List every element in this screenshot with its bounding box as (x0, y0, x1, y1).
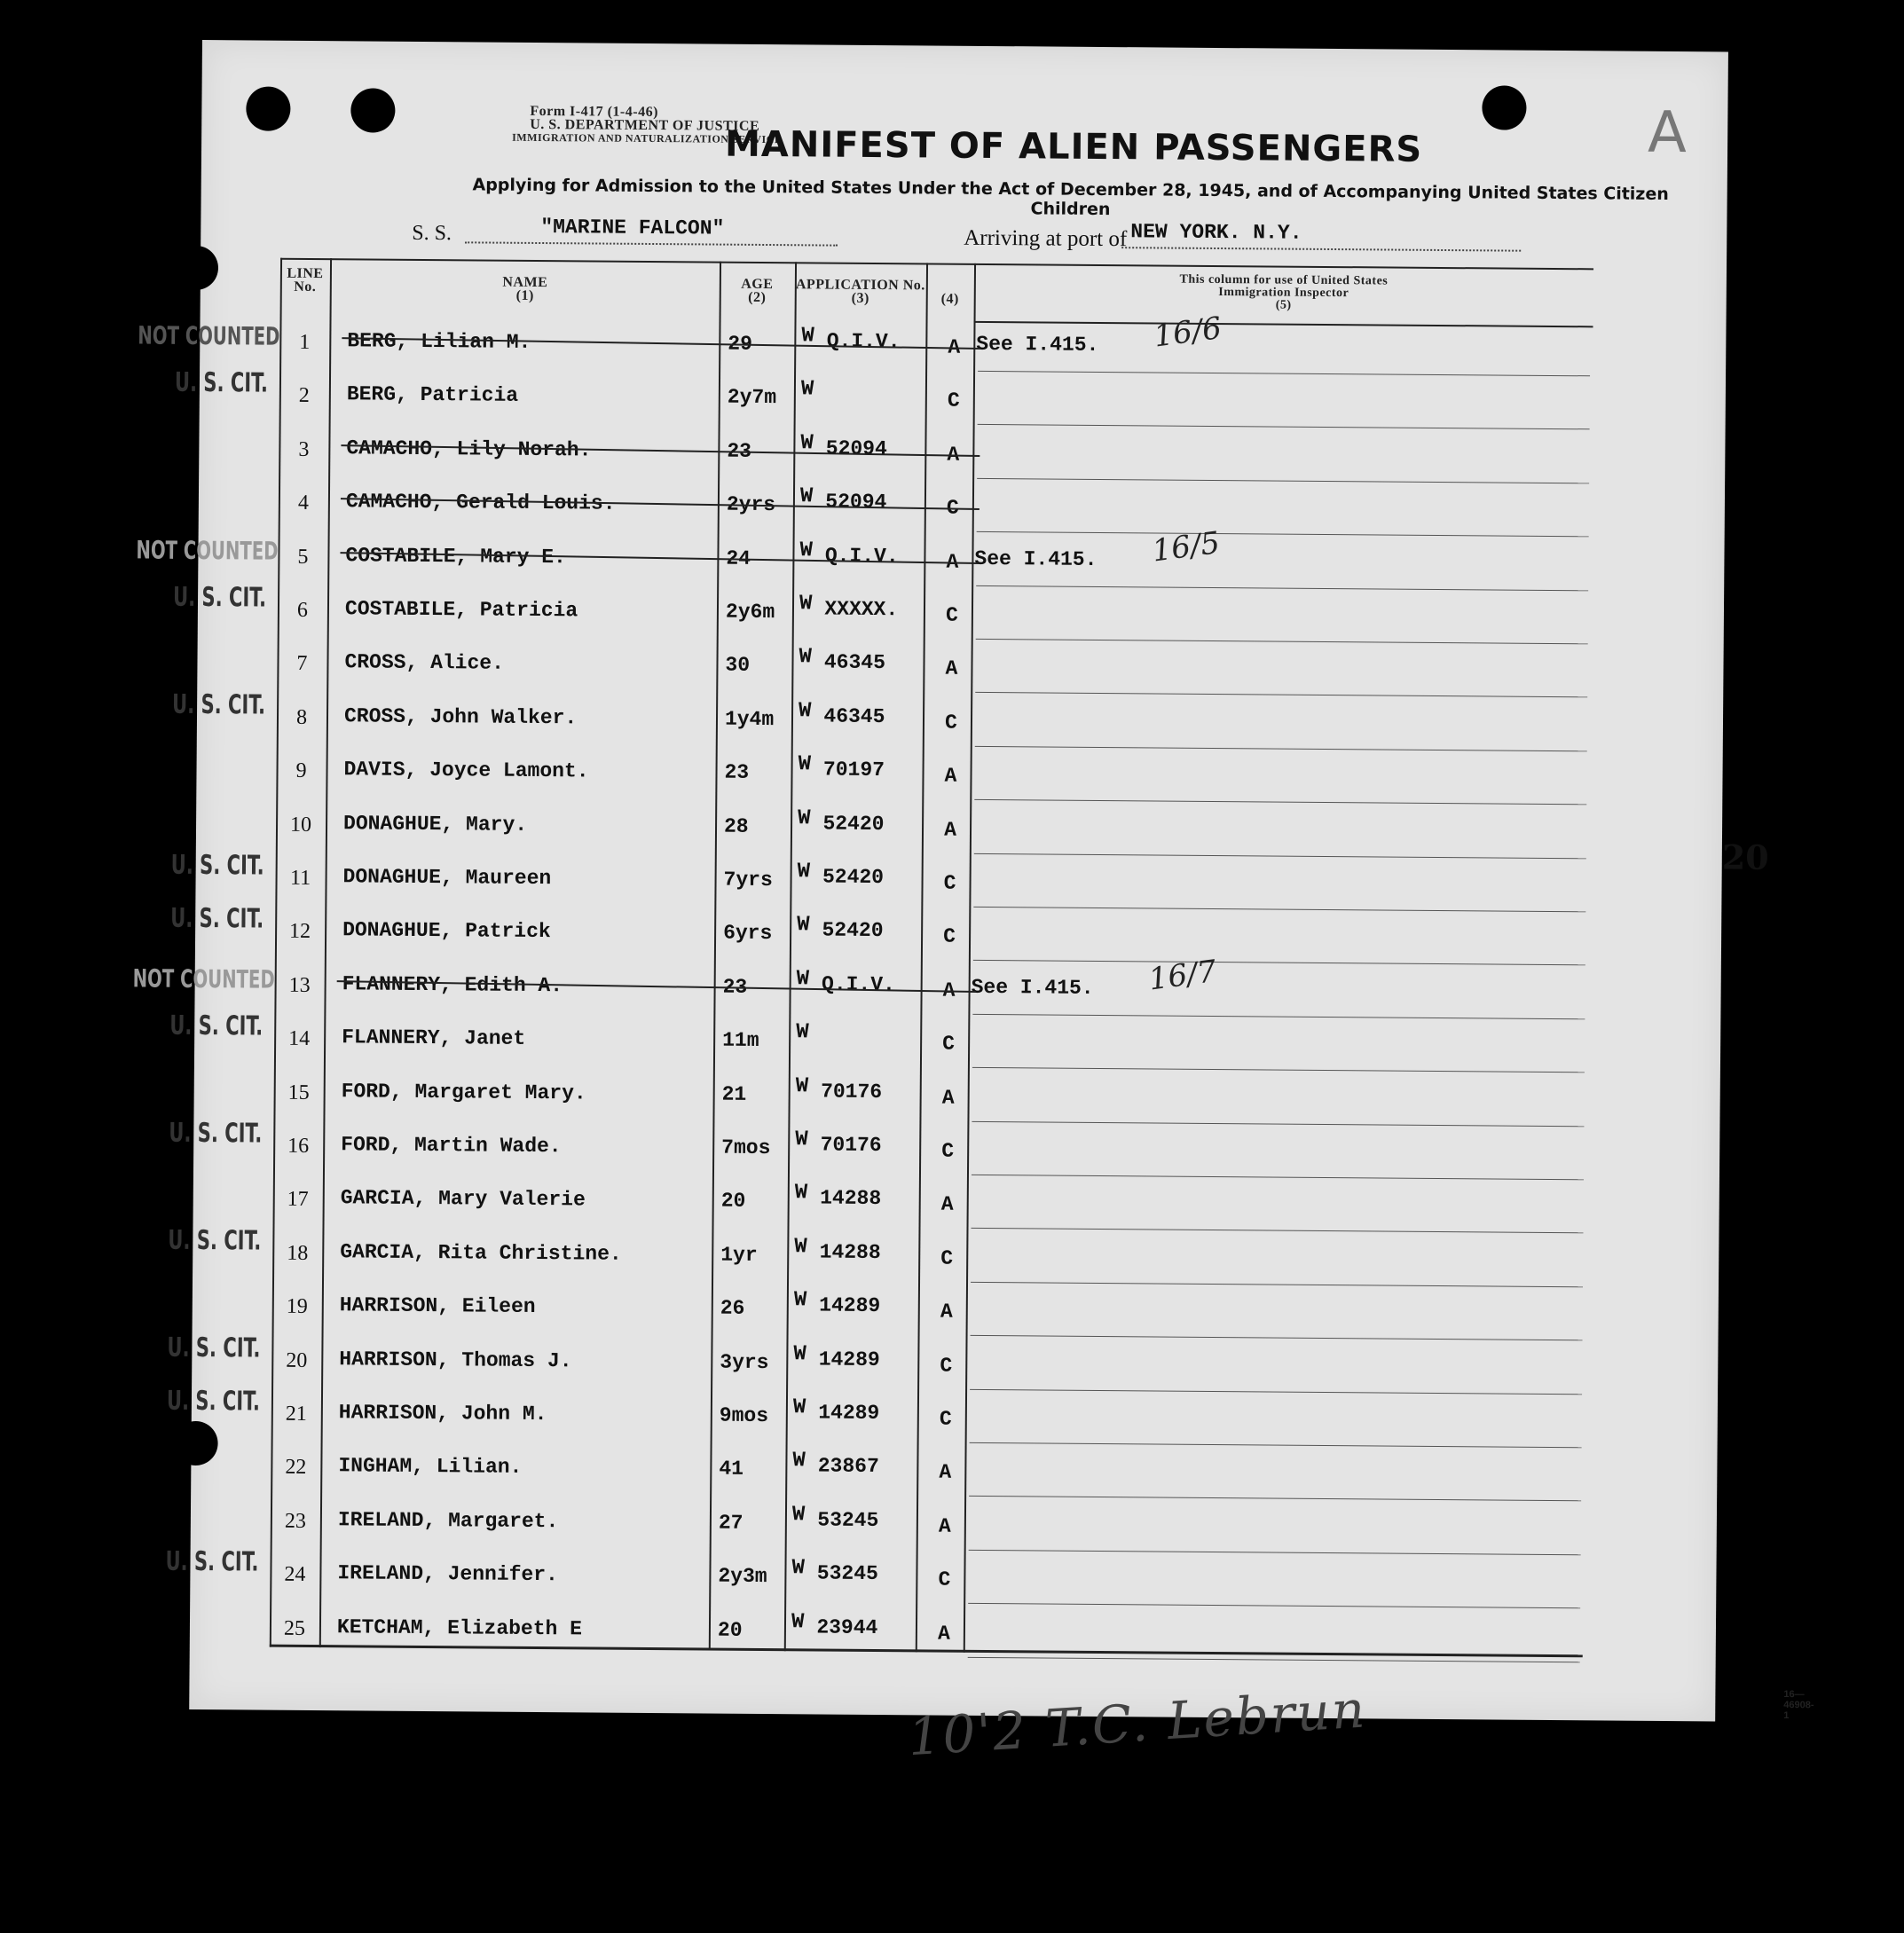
application-value: 52420 (822, 812, 885, 836)
passenger-name: IRELAND, Jennifer. (337, 1561, 558, 1587)
class-code: A (947, 443, 960, 467)
inspector-rule (972, 1228, 1584, 1233)
passenger-age: 1y4m (724, 707, 775, 731)
application-number (791, 1609, 878, 1640)
application-number (797, 913, 884, 944)
application-prefix: W (799, 592, 813, 617)
passenger-name: CROSS, John Walker. (343, 704, 578, 730)
application-prefix: W (791, 1609, 805, 1634)
passenger-age: 23 (722, 975, 748, 999)
application-value: 46345 (823, 650, 886, 675)
class-code: C (946, 496, 959, 520)
page-title: MANIFEST OF ALIEN PASSENGERS (724, 123, 1423, 170)
application-value: 53245 (817, 1508, 879, 1532)
passenger-name: BERG, Lilian M. (347, 329, 531, 354)
inspector-rule (978, 371, 1590, 376)
table-row (270, 1604, 1583, 1668)
application-number (794, 1235, 881, 1265)
table-row (138, 310, 1593, 382)
table-row (166, 1385, 1585, 1454)
application-prefix: W (795, 1128, 808, 1152)
application-value: 46345 (823, 704, 885, 728)
line-number: 20 (286, 1348, 308, 1372)
passenger-name: HARRISON, Eileen (339, 1293, 536, 1319)
application-value: 23944 (816, 1615, 878, 1639)
us-citizen-stamp: U. S. CIT. (171, 688, 266, 721)
passenger-age: 3yrs (720, 1350, 769, 1374)
passenger-name: GARCIA, Rita Christine. (340, 1240, 622, 1266)
table-row (132, 953, 1587, 1025)
inspector-rule (976, 585, 1588, 590)
passenger-name: COSTABILE, Patricia (344, 597, 578, 623)
class-code: C (940, 1246, 954, 1270)
not-counted-stamp: NOT COUNTED (132, 963, 275, 994)
application-prefix: W (800, 431, 814, 456)
table-row (171, 688, 1590, 757)
line-number: 21 (285, 1402, 307, 1426)
application-prefix: W (795, 1073, 809, 1098)
line-number: 2 (298, 384, 310, 408)
table-row (279, 479, 1592, 543)
table-row (272, 1175, 1585, 1239)
application-prefix: W (791, 1503, 806, 1528)
not-counted-stamp: NOT COUNTED (138, 320, 280, 351)
class-code: A (946, 550, 959, 574)
inspector-fraction: 16/5 (1150, 524, 1223, 570)
application-prefix: W (801, 324, 814, 349)
application-value: XXXXX. (824, 597, 899, 622)
class-code: A (937, 1622, 950, 1646)
passenger-name: DAVIS, Joyce Lamont. (343, 758, 589, 783)
passenger-name: DONAGHUE, Maureen (342, 865, 552, 891)
passenger-name: CROSS, Alice. (344, 650, 505, 676)
application-prefix: W (799, 645, 813, 670)
passenger-age: 2y6m (725, 600, 775, 625)
application-prefix: W (799, 484, 814, 509)
form-footer-number: 16—46908-1 (1783, 1689, 1814, 1722)
application-prefix: W (798, 805, 811, 831)
class-code: C (947, 389, 960, 413)
passenger-age: 23 (727, 439, 752, 463)
application-value: 14289 (818, 1348, 880, 1371)
application-number (798, 752, 885, 782)
passenger-name: COSTABILE, Mary E. (345, 543, 566, 569)
passenger-name: IRELAND, Margaret. (337, 1508, 559, 1534)
header-inspector (974, 272, 1593, 314)
class-code: A (942, 978, 956, 1002)
line-number: 9 (295, 759, 307, 783)
application-number (799, 538, 899, 569)
application-value: 53245 (816, 1561, 878, 1586)
header-app (795, 278, 926, 305)
table-row (167, 1332, 1585, 1400)
passenger-age: 20 (717, 1618, 743, 1642)
class-code: C (944, 711, 957, 735)
application-value: Q.I.V. (821, 972, 895, 996)
application-number (792, 1395, 880, 1426)
class-code: A (939, 1460, 952, 1485)
us-citizen-stamp: U. S. CIT. (174, 367, 269, 399)
line-number: 25 (283, 1616, 306, 1640)
line-number: 11 (289, 866, 311, 890)
application-number (799, 645, 886, 676)
header-name (330, 274, 720, 303)
inspector-rule (971, 1335, 1583, 1340)
line-number: 19 (286, 1294, 308, 1319)
application-value: 23867 (817, 1454, 879, 1479)
table-row (271, 1443, 1584, 1507)
passenger-age: 26 (720, 1296, 745, 1321)
application-prefix: W (797, 913, 810, 938)
header-age (720, 278, 795, 305)
application-prefix: W (792, 1395, 806, 1420)
application-prefix: W (793, 1288, 807, 1313)
application-value: 52094 (825, 490, 887, 515)
table-row (277, 640, 1590, 703)
application-prefix: W (792, 1449, 806, 1473)
table-row (165, 1545, 1583, 1615)
application-value: Q.I.V. (824, 544, 899, 568)
header-age-label: AGE (741, 276, 774, 293)
line-number: 8 (295, 705, 308, 729)
table-row (174, 367, 1593, 436)
line-number: 6 (296, 598, 309, 622)
table-row (276, 747, 1589, 811)
application-value: 52094 (825, 436, 887, 460)
passenger-age: 20 (720, 1190, 746, 1214)
passenger-age: 11m (722, 1028, 759, 1053)
application-number (798, 699, 885, 729)
line-number: 18 (287, 1241, 309, 1265)
application-number (796, 967, 895, 997)
ship-dots (465, 241, 838, 246)
application-prefix: W (800, 377, 814, 402)
tally-count: 20 (1721, 837, 1769, 877)
inspector-rule (970, 1388, 1582, 1394)
us-citizen-stamp: U. S. CIT. (165, 1545, 259, 1578)
table-row (172, 581, 1591, 650)
inspector-fraction: 16/7 (1146, 953, 1219, 998)
inspector-rule (977, 531, 1589, 537)
passenger-age: 9mos (719, 1403, 769, 1428)
inspector-rule (975, 746, 1587, 751)
application-number (799, 484, 887, 515)
class-code: C (940, 1354, 953, 1378)
inspector-rule (975, 692, 1587, 697)
department: U. S. DEPARTMENT OF JUSTICE (530, 116, 760, 134)
passenger-age: 27 (718, 1511, 744, 1535)
application-number (791, 1503, 879, 1533)
us-citizen-stamp: U. S. CIT. (166, 1385, 261, 1418)
application-value: Q.I.V. (826, 329, 901, 354)
header-name-num: (1) (515, 287, 534, 303)
application-prefix: W (794, 1235, 807, 1260)
inspector-note: See I.415. (974, 546, 1098, 571)
port-name: NEW YORK. N.Y. (1130, 220, 1302, 245)
passenger-name: CAMACHO, Lily Norah. (346, 436, 592, 462)
passenger-name: FORD, Martin Wade. (341, 1133, 562, 1159)
passenger-name: INGHAM, Lilian. (338, 1454, 523, 1480)
passenger-age: 21 (721, 1082, 747, 1106)
passenger-name: HARRISON, Thomas J. (339, 1347, 572, 1372)
inspector-rule (968, 1656, 1580, 1662)
application-value: 70197 (822, 758, 885, 782)
class-code: A (945, 656, 958, 681)
passenger-age: 2y7m (727, 386, 777, 410)
application-number (793, 1288, 881, 1318)
class-code: C (941, 1139, 955, 1163)
application-number (795, 1128, 882, 1158)
application-prefix: W (793, 1341, 806, 1366)
line-number: 24 (284, 1562, 306, 1587)
class-code: C (938, 1568, 951, 1591)
header-col4: (4) (940, 291, 959, 307)
passenger-age: 2y3m (718, 1564, 767, 1589)
corner-mark: A (1647, 99, 1688, 167)
punch-hole (350, 88, 395, 132)
inspector-rule (977, 478, 1589, 483)
inspector-rule (969, 1496, 1581, 1501)
passenger-name: BERG, Patricia (346, 382, 519, 408)
application-number (794, 1181, 882, 1212)
application-prefix: W (798, 699, 812, 724)
header-app-label: APPLICATION No. (795, 277, 925, 294)
application-number (799, 592, 899, 622)
passenger-age: 1yr (720, 1243, 758, 1267)
table-row (272, 1283, 1585, 1347)
line-number: 13 (288, 973, 311, 997)
signature: 10'2 T.C. Lebrun (906, 1678, 1369, 1768)
header-inspector-num: (5) (1275, 298, 1292, 312)
ship-label: S. S. (412, 221, 452, 246)
class-code: A (948, 335, 961, 359)
service: IMMIGRATION AND NATURALIZATION SERVICE (512, 130, 783, 146)
table-row (279, 425, 1592, 489)
application-value: 52420 (822, 918, 884, 943)
line-number: 4 (297, 491, 310, 515)
inspector-rule (976, 639, 1588, 644)
line-number: 15 (287, 1080, 310, 1104)
passenger-name: HARRISON, John M. (338, 1401, 547, 1426)
line-number: 3 (298, 437, 310, 461)
passenger-table (132, 258, 1593, 1658)
application-number (795, 1073, 883, 1104)
punch-hole (174, 246, 218, 290)
inspector-rule (971, 1282, 1583, 1287)
punch-hole (1482, 85, 1526, 130)
table-row (136, 524, 1591, 596)
page-subtitle: Applying for Admission to the United States Under the Act of December 28, 1945, and of Accompanying United States Citizen Children (472, 175, 1669, 220)
application-value: 14289 (818, 1401, 880, 1426)
passenger-name: FLANNERY, Janet (342, 1025, 526, 1051)
line-number: 7 (296, 652, 308, 676)
passenger-age: 23 (724, 760, 750, 785)
passenger-age: 29 (728, 332, 753, 356)
class-code: A (940, 1192, 954, 1217)
class-code: A (944, 818, 957, 842)
line-number: 1 (299, 330, 311, 354)
line-number: 23 (284, 1509, 306, 1533)
application-prefix: W (797, 860, 811, 884)
passenger-age: 41 (719, 1458, 744, 1481)
passenger-age: 28 (723, 814, 749, 838)
us-citizen-stamp: U. S. CIT. (169, 1010, 264, 1042)
punch-hole (173, 1421, 217, 1465)
inspector-rule (973, 960, 1585, 965)
passenger-age: 30 (725, 654, 751, 678)
table-row (170, 903, 1588, 971)
line-number: 14 (288, 1026, 311, 1051)
inspector-rule (978, 424, 1590, 429)
passenger-name: CAMACHO, Gerald Louis. (345, 490, 616, 515)
inspector-rule (970, 1442, 1582, 1448)
application-number (798, 805, 885, 837)
application-value: 70176 (821, 1080, 883, 1104)
application-number (800, 431, 887, 461)
table-row (276, 800, 1589, 864)
application-prefix: W (796, 967, 810, 992)
inspector-note: See I.415. (971, 975, 1094, 1000)
passenger-age: 6yrs (723, 922, 773, 946)
inspector-note: See I.415. (976, 332, 1099, 357)
inspector-rule (972, 1014, 1585, 1019)
application-number (796, 1020, 822, 1049)
passenger-age: 24 (726, 546, 751, 570)
inspector-rule (972, 1120, 1584, 1126)
passenger-name: FORD, Margaret Mary. (341, 1079, 586, 1105)
header-line: LINE No. (287, 265, 324, 295)
manifest-page (132, 40, 1814, 1768)
table-row (169, 1117, 1586, 1186)
class-code: A (938, 1514, 951, 1538)
application-value: 14288 (820, 1186, 882, 1211)
table-row (273, 1068, 1586, 1132)
inspector-rule (974, 799, 1586, 805)
application-prefix: W (798, 752, 812, 777)
application-number (801, 324, 901, 354)
us-citizen-stamp: U. S. CIT. (168, 1224, 262, 1257)
header-age-num: (2) (748, 289, 767, 305)
table-row (271, 1497, 1584, 1560)
table-top-border (280, 258, 1593, 271)
application-number (800, 377, 827, 407)
table-row (169, 1010, 1587, 1079)
us-citizen-stamp: U. S. CIT. (170, 903, 264, 935)
application-value: 14289 (819, 1293, 881, 1318)
class-code: A (941, 1086, 955, 1110)
class-code: C (945, 603, 958, 627)
class-code: A (940, 1300, 953, 1324)
passenger-age: 2yrs (726, 492, 776, 517)
application-number (797, 860, 885, 890)
inspector-rule (974, 853, 1586, 858)
application-prefix: W (794, 1181, 808, 1206)
line-number: 5 (297, 545, 309, 569)
punch-hole (246, 86, 290, 130)
line-number: 12 (289, 920, 311, 944)
inspector-rule (972, 1175, 1584, 1180)
ship-name: "MARINE FALCON" (540, 216, 725, 240)
passenger-name: GARCIA, Mary Valerie (340, 1186, 586, 1212)
application-prefix: W (791, 1556, 806, 1581)
not-counted-stamp: NOT COUNTED (136, 535, 279, 566)
us-citizen-stamp: U. S. CIT. (172, 581, 267, 614)
application-prefix: W (799, 538, 814, 563)
inspector-fraction: 16/6 (1152, 310, 1224, 355)
class-code: C (943, 871, 956, 895)
table-row (170, 849, 1588, 918)
application-number (793, 1341, 880, 1372)
header-name-label: NAME (502, 274, 548, 291)
application-value: 70176 (820, 1133, 882, 1158)
passenger-age: 7mos (721, 1135, 771, 1160)
class-code: C (942, 1032, 956, 1056)
inspector-rule (969, 1550, 1581, 1555)
inspector-rule (968, 1603, 1580, 1608)
class-code: C (939, 1407, 952, 1431)
line-number: 16 (287, 1134, 310, 1158)
application-value: 52420 (822, 865, 885, 890)
application-number (791, 1556, 878, 1586)
line-number: 17 (287, 1188, 309, 1212)
port-dots (1121, 247, 1521, 252)
class-code: A (944, 764, 957, 788)
port-label: Arriving at port of (964, 225, 1128, 252)
header-app-num: (3) (851, 290, 869, 306)
passenger-name: FLANNERY, Edith A. (342, 972, 563, 998)
form-number: Form I-417 (1-4-46) (530, 103, 659, 121)
table-row (168, 1224, 1585, 1293)
passenger-age: 7yrs (723, 868, 773, 892)
inspector-rule (973, 907, 1585, 912)
passenger-name: DONAGHUE, Mary. (342, 811, 528, 837)
us-citizen-stamp: U. S. CIT. (170, 849, 264, 882)
header-inspector-label: This column for use of United States Immigration Inspector (1179, 272, 1389, 301)
line-number: 22 (285, 1456, 307, 1480)
line-number: 10 (289, 813, 312, 837)
class-code: C (943, 924, 956, 949)
us-citizen-stamp: U. S. CIT. (167, 1332, 261, 1364)
passenger-name: DONAGHUE, Patrick (342, 918, 551, 944)
application-value: 14288 (819, 1240, 881, 1264)
application-number (792, 1449, 879, 1480)
inspector-rule (972, 1067, 1585, 1073)
application-prefix: W (796, 1020, 809, 1045)
passenger-name: KETCHAM, Elizabeth E (336, 1615, 583, 1641)
us-citizen-stamp: U. S. CIT. (169, 1117, 263, 1150)
